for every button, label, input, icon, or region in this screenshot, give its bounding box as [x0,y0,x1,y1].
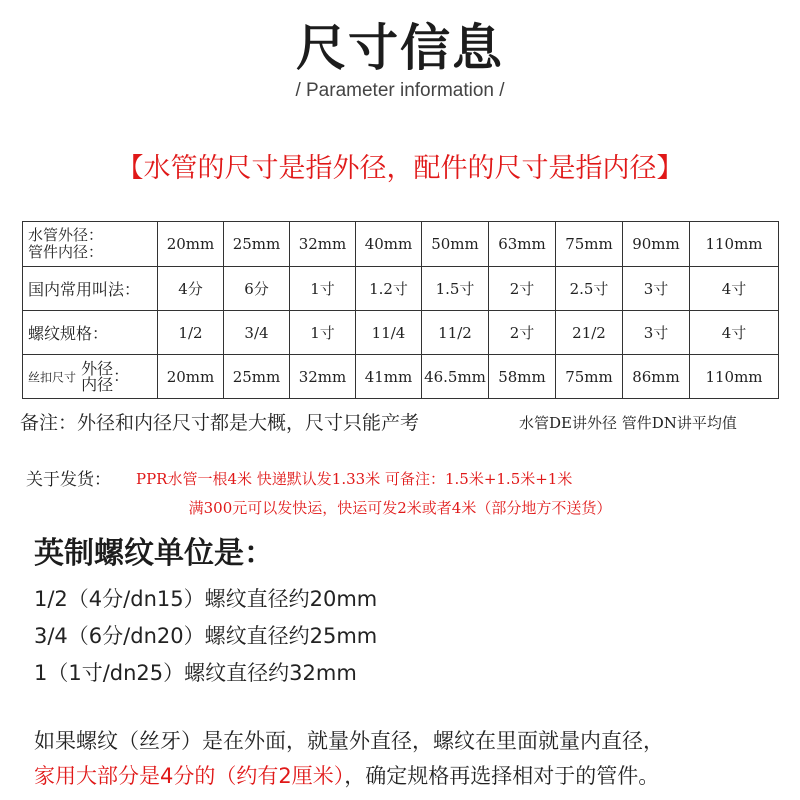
table-cell: 11/2 [422,311,489,355]
row-label-thread-size [23,355,158,399]
table-cell: 110mm [690,222,779,267]
table-cell: 3寸 [623,267,690,311]
table-cell: 32mm [290,222,356,267]
row-thread-size [23,355,779,399]
table-cell: 11/4 [356,311,422,355]
row-label-diameter [23,222,158,267]
table-cell: 2寸 [489,267,556,311]
page-subtitle: / Parameter information / [295,80,505,101]
thread-line-three-quarter: 3/4（6分/dn20）螺纹直径约25mm [34,624,378,648]
table-cell: 25mm [224,222,290,267]
household-tip [34,760,659,790]
label-outer-inner [81,358,114,394]
row-thread-spec [23,311,779,355]
label-colon: ： [113,366,130,385]
table-cell: 90mm [623,222,690,267]
table-cell: 75mm [556,222,623,267]
row-label-common-name: 国内常用叫法： [23,267,158,311]
row-label-thread-spec: 螺纹规格： [23,311,158,355]
table-cell: 3/4 [224,311,290,355]
page-title: 尺寸信息 [296,19,504,77]
table-cell: 20mm [158,222,224,267]
table-cell: 2寸 [489,311,556,355]
household-tip-highlight: 家用大部分是4分的（约有2厘米） [34,764,345,788]
table-cell: 86mm [623,355,690,399]
shipping-info-line2: 满300元可以发快运，快运可发2米或者4米（部分地方不送货） [188,499,612,517]
table-cell: 4寸 [690,311,779,355]
table-cell: 58mm [489,355,556,399]
measure-instruction: 如果螺纹（丝牙）是在外面，就量外直径，螺纹在里面就量内直径， [34,729,664,753]
row-common-name [23,267,779,311]
size-notice: 【水管的尺寸是指外径，配件的尺寸是指内径】 [116,153,684,184]
table-cell: 4寸 [690,267,779,311]
table-cell: 4分 [158,267,224,311]
table-cell: 32mm [290,355,356,399]
table-cell: 1/2 [158,311,224,355]
household-tip-rest: ，确定规格再选择相对于的管件。 [344,764,660,788]
label-fitting-inner: 管件内径： [28,243,104,261]
table-cell: 1.5寸 [422,267,489,311]
label-thread-size: 丝扣尺寸 [28,370,77,384]
table-cell: 1寸 [290,267,356,311]
table-cell: 63mm [489,222,556,267]
label-inner: 内径 [81,374,114,394]
remark-de-dn: 水管DE讲外径 管件DN讲平均值 [519,414,737,432]
table-cell: 20mm [158,355,224,399]
thread-unit-heading: 英制螺纹单位是： [34,536,274,571]
remark-note: 备注：外径和内径尺寸都是大概，尺寸只能产考 [20,412,420,434]
table-cell: 25mm [224,355,290,399]
table-cell: 46.5mm [422,355,489,399]
shipping-info-line1: PPR水管一根4米 快递默认发1.33米 可备注：1.5米+1.5米+1米 [136,470,573,488]
table-cell: 50mm [422,222,489,267]
table-cell: 3寸 [623,311,690,355]
table-cell: 1.2寸 [356,267,422,311]
table-cell: 21/2 [556,311,623,355]
table-cell: 41mm [356,355,422,399]
size-table [22,221,779,399]
table-cell: 1寸 [290,311,356,355]
thread-line-one-inch: 1（1寸/dn25）螺纹直径约32mm [34,661,357,685]
label-pipe-outer: 水管外径： [28,226,104,244]
table-cell: 6分 [224,267,290,311]
row-outer-inner-diameter [23,222,779,267]
shipping-label: 关于发货： [26,470,111,490]
table-cell: 110mm [690,355,779,399]
label-outer: 外径 [81,358,114,378]
table-cell: 40mm [356,222,422,267]
table-cell: 75mm [556,355,623,399]
thread-line-half-inch: 1/2（4分/dn15）螺纹直径约20mm [34,587,378,611]
table-cell: 2.5寸 [556,267,623,311]
